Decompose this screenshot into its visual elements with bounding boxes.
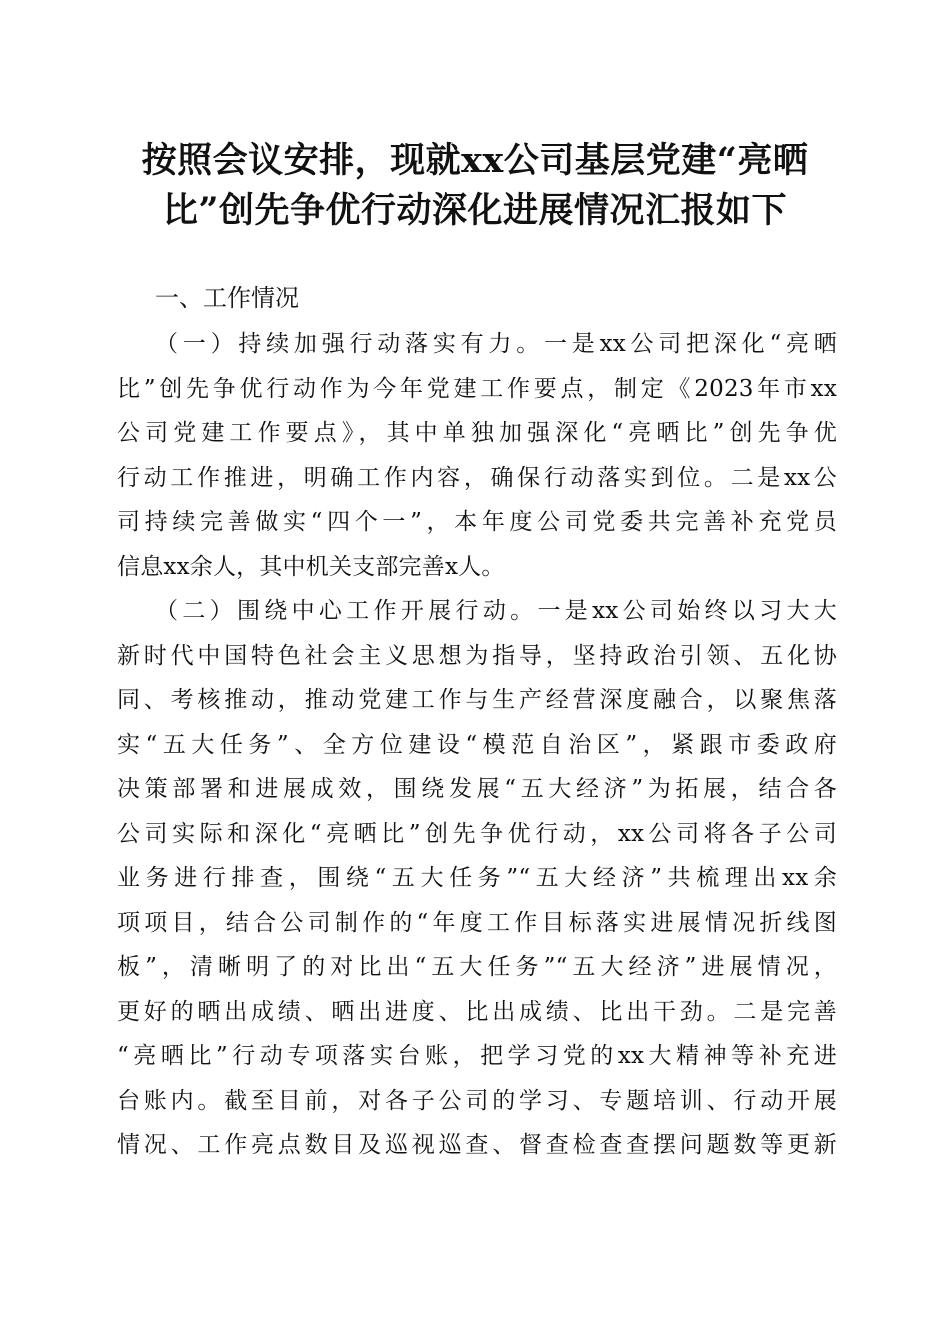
paragraph-1-line: 司持续完善做实“四个一”，本年度公司党委共完善补充党员 <box>117 509 837 535</box>
paragraph-2-line-1-text: 一是xx公司始终以习大大 <box>537 598 837 624</box>
section-heading: 一、工作情况 <box>155 284 299 312</box>
paragraph-1-line: 比”创先争优行动作为今年党建工作要点，制定《2023年市xx <box>117 375 837 402</box>
paragraph-2-lead: （二）围绕中心工作开展行动。 <box>155 598 538 624</box>
paragraph-1-line: 公司党建工作要点》，其中单独加强深化“亮晒比”创先争优 <box>117 420 837 446</box>
title-line-1: 按照会议安排，现就xx公司基层党建“亮晒 <box>141 140 809 181</box>
paragraph-2-line: 同、考核推动，推动党建工作与生产经营深度融合，以聚焦落 <box>117 687 837 713</box>
paragraph-2-line: 实“五大任务”、全方位建设“模范自治区”，紧跟市委政府 <box>117 731 837 758</box>
document-title <box>100 136 850 236</box>
paragraph-1-line: 行动工作推进，明确工作内容，确保行动落实到位。二是xx公 <box>117 464 837 491</box>
paragraph-2-line-1 <box>117 589 837 634</box>
paragraph-2-line: “亮晒比”行动专项落实台账，把学习党的xx大精神等补充进 <box>117 1043 837 1069</box>
paragraph-2-line: 新时代中国特色社会主义思想为指导，坚持政治引领、五化协 <box>117 642 837 669</box>
paragraph-2-line: 情况、工作亮点数目及巡视巡查、督查检查查摆问题数等更新 <box>117 1132 837 1158</box>
paragraph-2-line: 更好的晒出成绩、晒出进度、比出成绩、比出干劲。二是完善 <box>117 998 837 1025</box>
paragraph-2-line: 决策部署和进展成效，围绕发展“五大经济”为拓展，结合各 <box>117 776 837 802</box>
paragraph-2-line: 业务进行排查，围绕“五大任务”“五大经济”共梳理出xx余 <box>117 865 837 891</box>
paragraph-2-line: 项项目，结合公司制作的“年度工作目标落实进展情况折线图 <box>117 909 837 936</box>
paragraph-2-line: 台账内。截至目前，对各子公司的学习、专题培训、行动开展 <box>117 1087 837 1114</box>
paragraph-1-line-1 <box>117 322 837 367</box>
paragraph-1-lead: （一）持续加强行动落实有力。 <box>155 331 545 357</box>
paragraph-2-line: 公司实际和深化“亮晒比”创先争优行动，xx公司将各子公司 <box>117 820 837 847</box>
paragraph-2-line: 板”，清晰明了的对比出“五大任务”“五大经济”进展情况， <box>117 954 837 980</box>
title-line-2: 比”创先争优行动深化进展情况汇报如下 <box>162 190 788 231</box>
document-body <box>117 322 837 1168</box>
paragraph-1-line-1-text: 一是xx公司把深化“亮晒 <box>544 331 837 357</box>
paragraph-1-line: 信息xx余人，其中机关支部完善x人。 <box>117 553 505 580</box>
